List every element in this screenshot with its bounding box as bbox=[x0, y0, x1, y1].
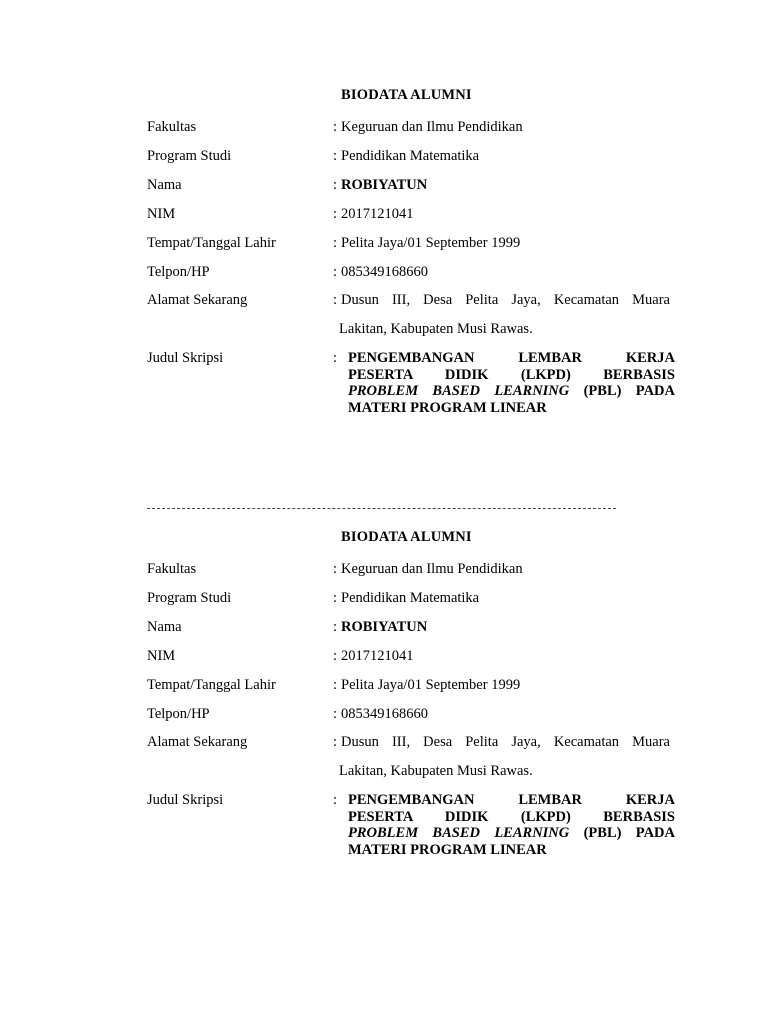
alamat-value-line2: Lakitan, Kabupaten Musi Rawas. bbox=[339, 763, 533, 779]
judul-text: (PBL) PADA bbox=[569, 825, 675, 841]
ttl-value: Pelita Jaya/01 September 1999 bbox=[341, 235, 521, 251]
judul-italic-text: PROBLEM BASED LEARNING bbox=[348, 825, 570, 841]
nama-label: Nama bbox=[147, 619, 182, 635]
colon: : bbox=[333, 590, 338, 606]
alamat-value-line1: Dusun III, Desa Pelita Jaya, Kecamatan Muara bbox=[341, 734, 670, 750]
judul-line: PENGEMBANGAN LEMBAR KERJA bbox=[348, 350, 675, 366]
biodata-title: BIODATA ALUMNI bbox=[341, 87, 472, 103]
program-studi-value: Pendidikan Matematika bbox=[341, 590, 480, 606]
nama-value: ROBIYATUN bbox=[341, 177, 428, 193]
telpon-label: Telpon/HP bbox=[147, 706, 210, 722]
judul-line: MATERI PROGRAM LINEAR bbox=[348, 841, 547, 858]
alamat-label: Alamat Sekarang bbox=[147, 292, 248, 308]
ttl-label: Tempat/Tanggal Lahir bbox=[147, 677, 276, 693]
judul-text: (PBL) PADA bbox=[569, 383, 675, 399]
program-studi-label: Program Studi bbox=[147, 590, 232, 606]
colon: : bbox=[333, 677, 338, 693]
ttl-label: Tempat/Tanggal Lahir bbox=[147, 235, 276, 251]
telpon-value: 085349168660 bbox=[341, 706, 428, 722]
judul-line: PESERTA DIDIK (LKPD) BERBASIS bbox=[348, 366, 675, 383]
colon: : bbox=[333, 706, 338, 722]
colon: : bbox=[333, 177, 338, 193]
biodata-title: BIODATA ALUMNI bbox=[341, 529, 472, 545]
ttl-value: Pelita Jaya/01 September 1999 bbox=[341, 677, 521, 693]
judul-line: PENGEMBANGAN LEMBAR KERJA bbox=[348, 792, 675, 808]
judul-italic-text: PROBLEM BASED LEARNING bbox=[348, 383, 570, 399]
alamat-label: Alamat Sekarang bbox=[147, 734, 248, 750]
fakultas-label: Fakultas bbox=[147, 119, 197, 135]
judul-line: MATERI PROGRAM LINEAR bbox=[348, 399, 547, 416]
colon: : bbox=[333, 206, 338, 222]
judul-line bbox=[348, 383, 675, 400]
telpon-value: 085349168660 bbox=[341, 264, 428, 280]
program-studi-label: Program Studi bbox=[147, 148, 232, 164]
alamat-value-line2: Lakitan, Kabupaten Musi Rawas. bbox=[339, 321, 533, 337]
nama-label: Nama bbox=[147, 177, 182, 193]
nim-label: NIM bbox=[147, 648, 176, 664]
fakultas-label: Fakultas bbox=[147, 561, 197, 577]
colon: : bbox=[333, 350, 338, 366]
cut-line-divider bbox=[147, 508, 616, 509]
judul-value bbox=[348, 350, 675, 416]
nim-value: 2017121041 bbox=[341, 648, 414, 664]
colon: : bbox=[333, 648, 338, 664]
fakultas-value: Keguruan dan Ilmu Pendidikan bbox=[341, 119, 523, 135]
judul-value bbox=[348, 792, 675, 858]
fakultas-value: Keguruan dan Ilmu Pendidikan bbox=[341, 561, 523, 577]
nim-label: NIM bbox=[147, 206, 176, 222]
judul-label: Judul Skripsi bbox=[147, 350, 224, 366]
nama-value: ROBIYATUN bbox=[341, 619, 428, 635]
colon: : bbox=[333, 619, 338, 635]
judul-label: Judul Skripsi bbox=[147, 792, 224, 808]
colon: : bbox=[333, 264, 338, 280]
colon: : bbox=[333, 235, 338, 251]
colon: : bbox=[333, 734, 338, 750]
nim-value: 2017121041 bbox=[341, 206, 414, 222]
alamat-value-line1: Dusun III, Desa Pelita Jaya, Kecamatan Muara bbox=[341, 292, 670, 308]
judul-line: PESERTA DIDIK (LKPD) BERBASIS bbox=[348, 808, 675, 825]
program-studi-value: Pendidikan Matematika bbox=[341, 148, 480, 164]
telpon-label: Telpon/HP bbox=[147, 264, 210, 280]
colon: : bbox=[333, 792, 338, 808]
colon: : bbox=[333, 561, 338, 577]
colon: : bbox=[333, 119, 338, 135]
colon: : bbox=[333, 148, 338, 164]
judul-line bbox=[348, 825, 675, 842]
colon: : bbox=[333, 292, 338, 308]
